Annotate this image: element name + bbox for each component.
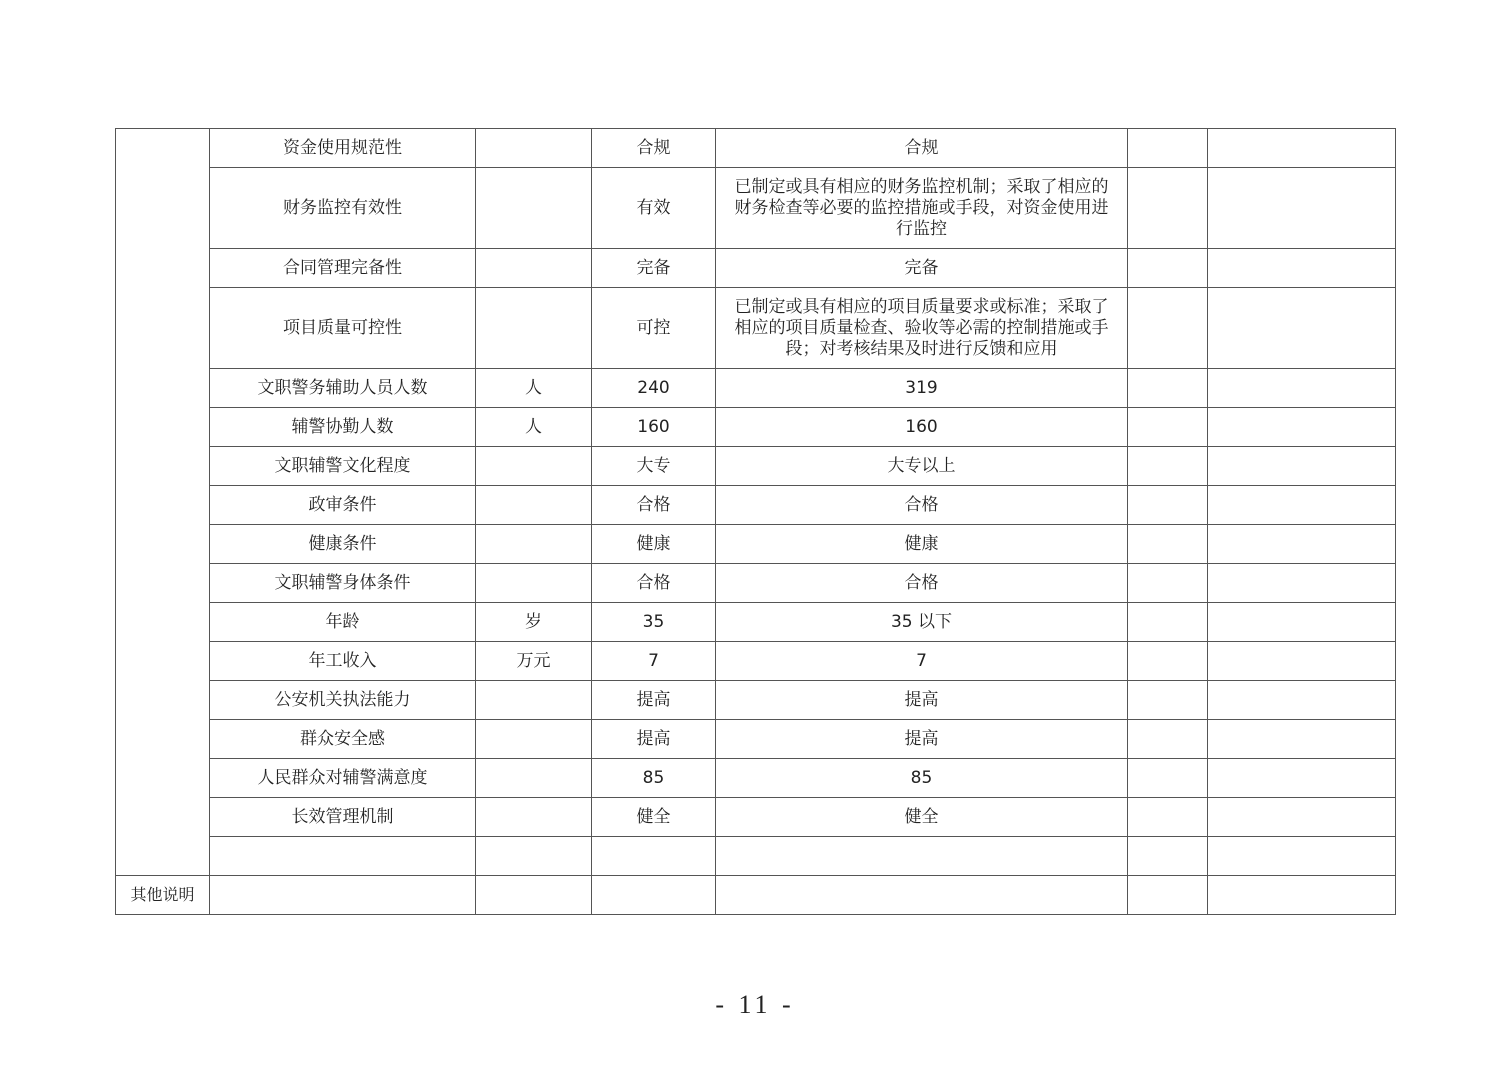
indicator-cell: 文职辅警身体条件 (210, 564, 476, 603)
other-notes-label: 其他说明 (116, 876, 210, 915)
score-cell (1128, 486, 1208, 525)
score-cell (1128, 525, 1208, 564)
actual-value-cell: 已制定或具有相应的财务监控机制；采取了相应的财务检查等必要的监控措施或手段，对资金使用进行监控 (716, 168, 1128, 249)
note-cell (1208, 408, 1396, 447)
indicator-cell (210, 876, 476, 915)
unit-cell (476, 798, 592, 837)
score-cell (1128, 681, 1208, 720)
unit-cell (476, 447, 592, 486)
table-row (116, 288, 1396, 369)
target-value-cell: 提高 (592, 681, 716, 720)
actual-value-cell (716, 837, 1128, 876)
indicator-cell: 文职辅警文化程度 (210, 447, 476, 486)
table-row (116, 720, 1396, 759)
indicator-cell: 年工收入 (210, 642, 476, 681)
actual-value-cell: 完备 (716, 249, 1128, 288)
target-value-cell: 7 (592, 642, 716, 681)
table-row (116, 603, 1396, 642)
score-cell (1128, 759, 1208, 798)
score-cell (1128, 642, 1208, 681)
table-row (116, 759, 1396, 798)
unit-cell (476, 525, 592, 564)
target-value-cell: 160 (592, 408, 716, 447)
target-value-cell: 完备 (592, 249, 716, 288)
indicator-cell: 健康条件 (210, 525, 476, 564)
target-value-cell: 85 (592, 759, 716, 798)
table-row (116, 798, 1396, 837)
actual-value-cell: 7 (716, 642, 1128, 681)
score-cell (1128, 876, 1208, 915)
indicator-cell: 资金使用规范性 (210, 129, 476, 168)
note-cell (1208, 603, 1396, 642)
indicator-cell: 人民群众对辅警满意度 (210, 759, 476, 798)
note-cell (1208, 486, 1396, 525)
note-cell (1208, 798, 1396, 837)
actual-value-cell: 合规 (716, 129, 1128, 168)
actual-value-cell: 85 (716, 759, 1128, 798)
score-cell (1128, 798, 1208, 837)
target-value-cell: 合格 (592, 564, 716, 603)
actual-value-cell: 提高 (716, 720, 1128, 759)
indicator-cell: 财务监控有效性 (210, 168, 476, 249)
target-value-cell (592, 876, 716, 915)
target-value-cell: 提高 (592, 720, 716, 759)
note-cell (1208, 249, 1396, 288)
category-cell (116, 129, 210, 876)
unit-cell (476, 249, 592, 288)
other-notes-row (116, 876, 1396, 915)
unit-cell: 万元 (476, 642, 592, 681)
table-row (116, 447, 1396, 486)
indicator-cell: 群众安全感 (210, 720, 476, 759)
note-cell (1208, 168, 1396, 249)
actual-value-cell: 大专以上 (716, 447, 1128, 486)
target-value-cell: 可控 (592, 288, 716, 369)
score-cell (1128, 129, 1208, 168)
note-cell (1208, 759, 1396, 798)
target-value-cell (592, 837, 716, 876)
note-cell (1208, 564, 1396, 603)
score-cell (1128, 603, 1208, 642)
score-cell (1128, 288, 1208, 369)
note-cell (1208, 447, 1396, 486)
unit-cell (476, 168, 592, 249)
target-value-cell: 健康 (592, 525, 716, 564)
note-cell (1208, 288, 1396, 369)
target-value-cell: 合格 (592, 486, 716, 525)
table-row (116, 564, 1396, 603)
unit-cell (476, 759, 592, 798)
performance-indicator-table (115, 128, 1396, 915)
actual-value-cell: 合格 (716, 486, 1128, 525)
unit-cell (476, 681, 592, 720)
target-value-cell: 240 (592, 369, 716, 408)
table-row (116, 129, 1396, 168)
unit-cell: 人 (476, 369, 592, 408)
indicator-cell: 年龄 (210, 603, 476, 642)
score-cell (1128, 249, 1208, 288)
unit-cell: 岁 (476, 603, 592, 642)
unit-cell (476, 720, 592, 759)
target-value-cell: 有效 (592, 168, 716, 249)
note-cell (1208, 525, 1396, 564)
table-row (116, 486, 1396, 525)
score-cell (1128, 408, 1208, 447)
table-row (116, 369, 1396, 408)
note-cell (1208, 642, 1396, 681)
table-body (116, 129, 1396, 915)
actual-value-cell: 健全 (716, 798, 1128, 837)
actual-value-cell: 160 (716, 408, 1128, 447)
note-cell (1208, 129, 1396, 168)
indicator-cell: 公安机关执法能力 (210, 681, 476, 720)
note-cell (1208, 369, 1396, 408)
score-cell (1128, 447, 1208, 486)
note-cell (1208, 720, 1396, 759)
target-value-cell: 大专 (592, 447, 716, 486)
score-cell (1128, 369, 1208, 408)
indicator-cell: 项目质量可控性 (210, 288, 476, 369)
score-cell (1128, 837, 1208, 876)
target-value-cell: 35 (592, 603, 716, 642)
note-cell (1208, 837, 1396, 876)
table-row (116, 168, 1396, 249)
table-row (116, 642, 1396, 681)
actual-value-cell: 已制定或具有相应的项目质量要求或标准；采取了相应的项目质量检查、验收等必需的控制措施或手段；对考核结果及时进行反馈和应用 (716, 288, 1128, 369)
table-row (116, 837, 1396, 876)
page-number: - 11 - (715, 990, 795, 1019)
indicator-cell: 合同管理完备性 (210, 249, 476, 288)
actual-value-cell: 35 以下 (716, 603, 1128, 642)
indicator-cell: 政审条件 (210, 486, 476, 525)
unit-cell (476, 129, 592, 168)
table-row (116, 408, 1396, 447)
indicator-cell: 长效管理机制 (210, 798, 476, 837)
indicator-cell (210, 837, 476, 876)
table-row (116, 525, 1396, 564)
unit-cell: 人 (476, 408, 592, 447)
actual-value-cell: 319 (716, 369, 1128, 408)
actual-value-cell: 健康 (716, 525, 1128, 564)
target-value-cell: 健全 (592, 798, 716, 837)
actual-value-cell (716, 876, 1128, 915)
unit-cell (476, 876, 592, 915)
score-cell (1128, 720, 1208, 759)
actual-value-cell: 提高 (716, 681, 1128, 720)
score-cell (1128, 168, 1208, 249)
note-cell (1208, 876, 1396, 915)
indicator-cell: 文职警务辅助人员人数 (210, 369, 476, 408)
unit-cell (476, 288, 592, 369)
target-value-cell: 合规 (592, 129, 716, 168)
unit-cell (476, 486, 592, 525)
score-cell (1128, 564, 1208, 603)
indicator-cell: 辅警协勤人数 (210, 408, 476, 447)
table-row (116, 249, 1396, 288)
table-row (116, 681, 1396, 720)
unit-cell (476, 564, 592, 603)
note-cell (1208, 681, 1396, 720)
actual-value-cell: 合格 (716, 564, 1128, 603)
unit-cell (476, 837, 592, 876)
